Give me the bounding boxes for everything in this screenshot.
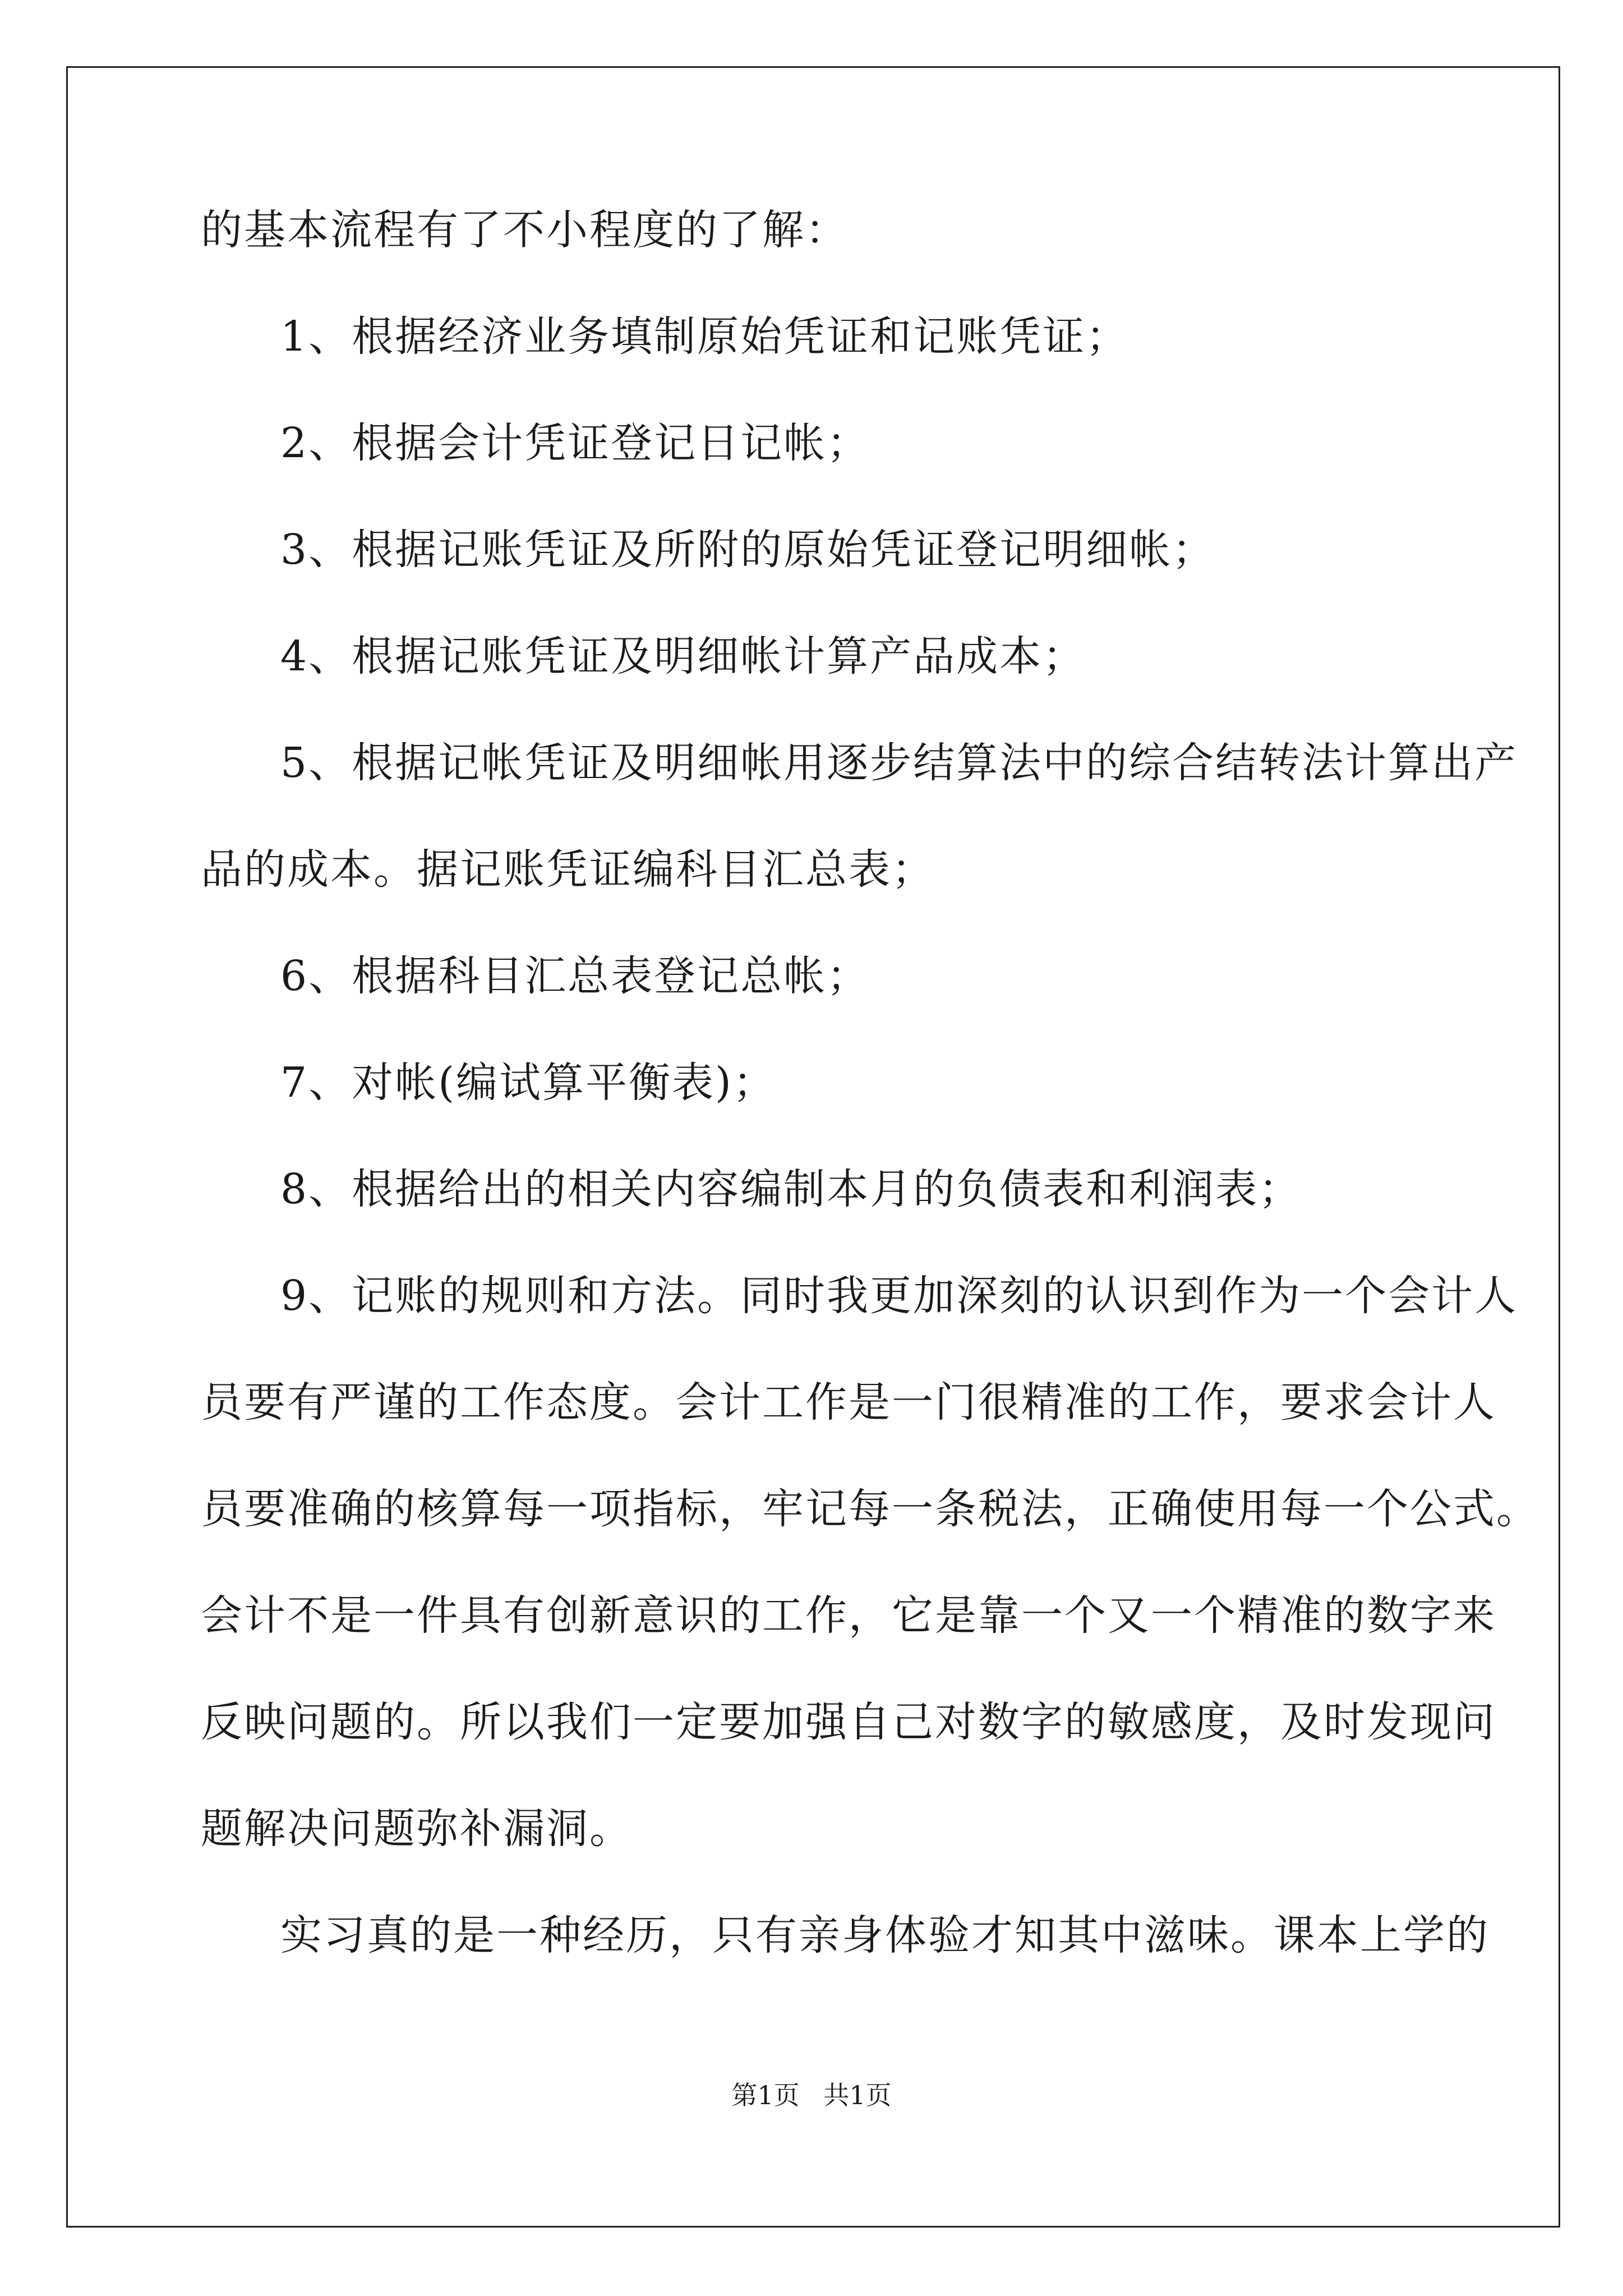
page-frame	[66, 66, 1560, 2228]
text-line: 的基本流程有了不小程度的了解：	[201, 206, 849, 254]
text-line: 2、根据会计凭证登记日记帐；	[280, 419, 870, 467]
text-line: 3、根据记账凭证及所附的原始凭证登记明细帐；	[280, 526, 1216, 574]
text-line: 反映问题的。所以我们一定要加强自己对数字的敏感度，及时发现问	[201, 1698, 1496, 1746]
page-number: 第1页	[731, 2080, 800, 2110]
text-line: 会计不是一件具有创新意识的工作，它是靠一个又一个精准的数字来	[201, 1591, 1496, 1640]
text-line: 8、根据给出的相关内容编制本月的负债表和利润表；	[280, 1165, 1302, 1213]
text-line: 实习真的是一种经历，只有亲身体验才知其中滋味。课本上学的	[280, 1911, 1490, 1959]
text-line: 员要有严谨的工作态度。会计工作是一门很精准的工作，要求会计人	[201, 1378, 1496, 1427]
text-line: 7、对帐(编试算平衡表)；	[280, 1059, 776, 1107]
text-line: 5、根据记帐凭证及明细帐用逐步结算法中的综合结转法计算出产	[280, 739, 1518, 787]
text-line: 9、记账的规则和方法。同时我更加深刻的认识到作为一个会计人	[280, 1272, 1518, 1320]
page-total: 共1页	[823, 2080, 892, 2110]
text-line: 题解决问题弥补漏洞。	[201, 1805, 633, 1853]
page-footer	[0, 2078, 1623, 2112]
text-line: 品的成本。据记账凭证编科目汇总表；	[201, 845, 935, 894]
text-line: 6、根据科目汇总表登记总帐；	[280, 952, 870, 1000]
text-line: 4、根据记账凭证及明细帐计算产品成本；	[280, 632, 1086, 680]
text-line: 员要准确的核算每一项指标，牢记每一条税法，正确使用每一个公式。	[201, 1485, 1539, 1533]
text-line: 1、根据经济业务填制原始凭证和记账凭证；	[280, 312, 1129, 361]
